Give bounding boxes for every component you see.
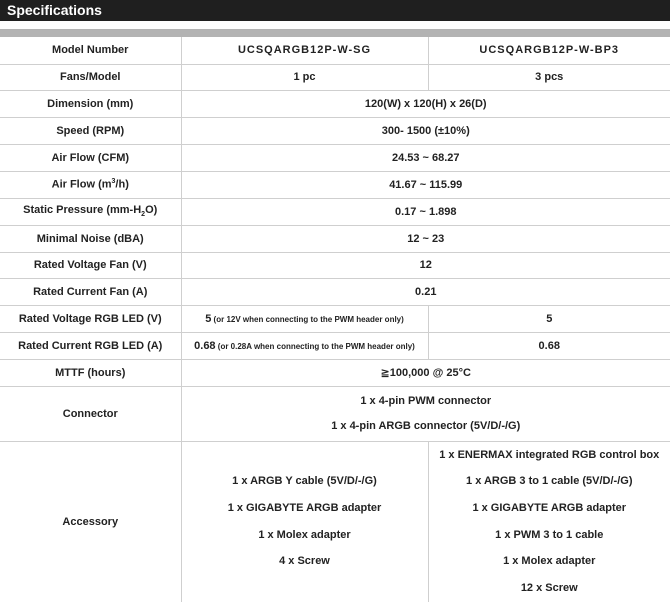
spec-table — [0, 37, 670, 602]
cell-value: 5 — [428, 305, 670, 332]
row-label: Dimension (mm) — [0, 90, 181, 117]
cell-value: 300- 1500 (±10%) — [181, 117, 670, 144]
section-title: Specifications — [7, 2, 102, 18]
row-label: Rated Current RGB LED (A) — [0, 332, 181, 359]
model-sg: UCSQARGB12P-W-SG — [181, 37, 428, 64]
row-label: Speed (RPM) — [0, 117, 181, 144]
list-item: 1 x ARGB 3 to 1 cable (5V/D/-/G) — [429, 468, 670, 495]
cell-value: 24.53 ~ 68.27 — [181, 144, 670, 171]
table-row-static-pressure — [0, 198, 670, 225]
connector-list — [181, 386, 670, 441]
list-item: 12 x Screw — [429, 575, 670, 602]
accessory-list-sg — [181, 441, 428, 602]
cell-value: 0.68 — [428, 332, 670, 359]
accessory-list-bp3 — [428, 441, 670, 602]
cell-value: 41.67 ~ 115.99 — [181, 171, 670, 198]
list-item: 1 x 4-pin ARGB connector (5V/D/-/G) — [182, 414, 670, 439]
label-part: Air Flow (m — [52, 179, 112, 191]
label-part: /h) — [115, 179, 128, 191]
row-label: Rated Voltage RGB LED (V) — [0, 305, 181, 332]
cell-value: 1 pc — [181, 64, 428, 90]
row-label: Air Flow (CFM) — [0, 144, 181, 171]
cell-value — [181, 332, 428, 359]
label-subscript: 2 — [141, 212, 145, 219]
divider-bar — [0, 29, 670, 37]
value-note: (or 0.28A when connecting to the PWM header only) — [216, 342, 415, 351]
cell-value: 0.21 — [181, 278, 670, 305]
list-item: 4 x Screw — [182, 548, 428, 575]
section-header — [0, 0, 670, 21]
table-row-rated-voltage-led — [0, 305, 670, 332]
label-part: Static Pressure (mm-H — [23, 204, 141, 216]
row-label: Fans/Model — [0, 64, 181, 90]
list-item: 1 x ARGB Y cable (5V/D/-/G) — [182, 468, 428, 495]
list-item: 1 x 4-pin PWM connector — [182, 389, 670, 414]
cell-value: 12 ~ 23 — [181, 225, 670, 252]
table-row-accessory — [0, 441, 670, 602]
cell-value: 120(W) x 120(H) x 26(D) — [181, 90, 670, 117]
row-label: Accessory — [0, 441, 181, 602]
cell-value: 3 pcs — [428, 64, 670, 90]
row-label: Model Number — [0, 37, 181, 64]
cell-value: 0.17 ~ 1.898 — [181, 198, 670, 225]
table-row-model-number — [0, 37, 670, 64]
value-main: 0.68 — [194, 340, 215, 352]
model-bp3: UCSQARGB12P-W-BP3 — [428, 37, 670, 64]
table-row-airflow-m3h — [0, 171, 670, 198]
row-label: Minimal Noise (dBA) — [0, 225, 181, 252]
value-note: (or 12V when connecting to the PWM header only) — [211, 315, 403, 324]
list-item: 1 x PWM 3 to 1 cable — [429, 522, 670, 549]
row-label: Connector — [0, 386, 181, 441]
table-row-mttf — [0, 359, 670, 386]
table-row-airflow-cfm — [0, 144, 670, 171]
table-row-rated-voltage-fan — [0, 252, 670, 278]
value-main: 5 — [205, 313, 211, 325]
row-label: Rated Current Fan (A) — [0, 278, 181, 305]
table-row-rated-current-led — [0, 332, 670, 359]
cell-value: 12 — [181, 252, 670, 278]
list-item: 1 x Molex adapter — [429, 548, 670, 575]
list-item: 1 x GIGABYTE ARGB adapter — [429, 495, 670, 522]
row-label: Rated Voltage Fan (V) — [0, 252, 181, 278]
table-row-speed — [0, 117, 670, 144]
table-row-rated-current-fan — [0, 278, 670, 305]
list-item: 1 x GIGABYTE ARGB adapter — [182, 495, 428, 522]
label-part: O) — [145, 204, 157, 216]
row-label: MTTF (hours) — [0, 359, 181, 386]
table-row-fans-model — [0, 64, 670, 90]
label-superscript: 3 — [112, 178, 116, 185]
row-label — [0, 171, 181, 198]
table-row-connector — [0, 386, 670, 441]
list-item: 1 x ENERMAX integrated RGB control box — [429, 442, 670, 469]
table-row-dimension — [0, 90, 670, 117]
list-item: 1 x Molex adapter — [182, 522, 428, 549]
table-row-noise — [0, 225, 670, 252]
cell-value: ≧100,000 @ 25°C — [181, 359, 670, 386]
row-label — [0, 198, 181, 225]
cell-value — [181, 305, 428, 332]
